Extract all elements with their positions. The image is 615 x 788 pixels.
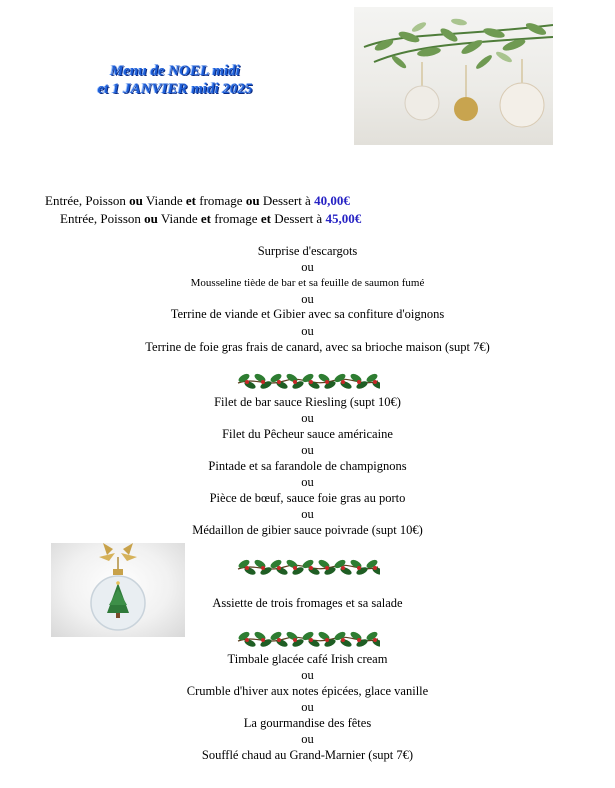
holly-divider-icon [236,369,380,393]
formula-1-or: ou [245,193,260,208]
separator-ou: ou [301,260,314,274]
plat-item: Filet du Pêcheur sauce américaine [222,427,393,441]
dessert-item: Soufflé chaud au Grand-Marnier (supt 7€) [201,748,414,762]
menu-title [60,62,290,98]
formula-2-text: Dessert à [270,211,326,226]
dessert-item: La gourmandise des fêtes [243,716,372,730]
ornament-photo [51,543,185,637]
plat-item: Pintade et sa farandole de champignons [208,459,407,473]
separator-ou: ou [301,732,314,746]
formula-2-text: fromage [211,211,261,226]
formula-2 [60,211,361,227]
formula-1 [45,193,350,209]
garland-photo [354,7,553,145]
separator-ou: ou [301,443,314,457]
fromage-item: Assiette de trois fromages et sa salade [212,596,403,610]
formula-1-or: ou [129,193,143,208]
plat-item: Filet de bar sauce Riesling (supt 10€) [214,395,401,409]
separator-ou: ou [301,411,314,425]
separator-ou: ou [301,292,314,306]
entree-item: Terrine de viande et Gibier avec sa confiture d'oignons [170,307,445,321]
formula-1-text: fromage [196,193,246,208]
formula-1-text: Viande [142,193,186,208]
separator-ou: ou [301,668,314,682]
separator-ou: ou [301,324,314,338]
formula-1-text: Entrée, Poisson [45,193,130,208]
formula-2-text: Entrée, Poisson [60,211,145,226]
formula-2-text: Viande [157,211,201,226]
formula-2-and: et [200,211,212,226]
entree-item: Mousseline tiède de bar et sa feuille de saumon fumé [190,277,425,289]
separator-ou: ou [301,700,314,714]
formula-1-text: Dessert à [259,193,315,208]
formula-1-price: 40,00€ [314,193,350,208]
holly-divider-icon [236,555,380,579]
formula-2-price: 45,00€ [325,211,362,226]
holly-divider-icon [236,627,380,651]
formula-2-and: et [260,211,271,226]
separator-ou: ou [301,507,314,521]
plat-item: Médaillon de gibier sauce poivrade (supt 10€) [192,523,423,537]
plat-item: Pièce de bœuf, sauce foie gras au porto [209,491,406,505]
title-line-2: et 1 JANVIER midi 2025 [97,81,253,97]
entree-item: Terrine de foie gras frais de canard, avec sa brioche maison (supt 7€) [145,340,490,354]
title-line-1: Menu de NOEL midi [110,63,240,79]
dessert-item: Timbale glacée café Irish cream [227,652,388,666]
entree-item: Surprise d'escargots [257,244,358,258]
formula-2-or: ou [144,211,158,226]
formula-1-and: et [185,193,197,208]
separator-ou: ou [301,475,314,489]
dessert-item: Crumble d'hiver aux notes épicées, glace vanille [186,684,429,698]
